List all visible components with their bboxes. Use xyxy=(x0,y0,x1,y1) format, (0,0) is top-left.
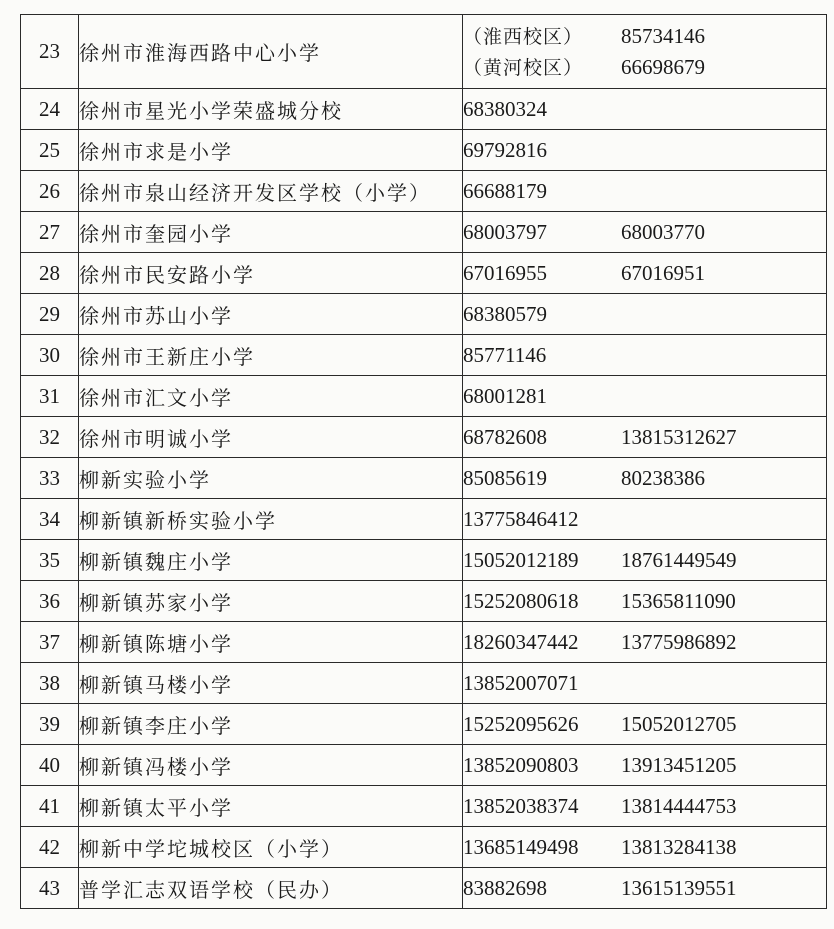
school-name: 柳新镇冯楼小学 xyxy=(79,745,463,786)
school-name: 徐州市淮海西路中心小学 xyxy=(79,15,463,89)
phone-cell xyxy=(463,294,827,335)
school-name: 徐州市明诚小学 xyxy=(79,417,463,458)
campus-phone: 66698679 xyxy=(621,54,705,79)
row-number: 32 xyxy=(21,417,79,458)
table-row xyxy=(21,663,827,704)
table-row xyxy=(21,130,827,171)
phone-cell xyxy=(463,786,827,827)
phone-cell xyxy=(463,745,827,786)
row-number: 41 xyxy=(21,786,79,827)
row-number: 42 xyxy=(21,827,79,868)
school-name: 徐州市奎园小学 xyxy=(79,212,463,253)
phone-primary: 13685149498 xyxy=(463,834,579,859)
school-name: 柳新中学坨城校区（小学） xyxy=(79,827,463,868)
phone-secondary: 13813284138 xyxy=(621,834,737,859)
table-row xyxy=(21,294,827,335)
school-name: 柳新镇李庄小学 xyxy=(79,704,463,745)
table-row xyxy=(21,827,827,868)
school-name: 柳新镇新桥实验小学 xyxy=(79,499,463,540)
school-name: 徐州市汇文小学 xyxy=(79,376,463,417)
phone-secondary: 13775986892 xyxy=(621,629,737,654)
table-row xyxy=(21,376,827,417)
phone-cell xyxy=(463,704,827,745)
table-row xyxy=(21,253,827,294)
phone-primary: 15252095626 xyxy=(463,711,579,736)
school-name: 柳新镇陈塘小学 xyxy=(79,622,463,663)
row-number: 23 xyxy=(21,15,79,89)
table-row xyxy=(21,499,827,540)
school-name: 徐州市星光小学荣盛城分校 xyxy=(79,89,463,130)
row-number: 33 xyxy=(21,458,79,499)
campus-phones xyxy=(463,15,827,89)
school-name: 徐州市泉山经济开发区学校（小学） xyxy=(79,171,463,212)
row-number: 36 xyxy=(21,581,79,622)
school-name: 徐州市苏山小学 xyxy=(79,294,463,335)
phone-cell xyxy=(463,458,827,499)
table-row xyxy=(21,15,827,89)
row-number: 34 xyxy=(21,499,79,540)
phone-primary: 85085619 xyxy=(463,465,547,490)
row-number: 29 xyxy=(21,294,79,335)
row-number: 40 xyxy=(21,745,79,786)
campus-phone: 85734146 xyxy=(621,23,705,48)
row-number: 31 xyxy=(21,376,79,417)
table-body xyxy=(21,15,827,909)
row-number: 35 xyxy=(21,540,79,581)
phone-secondary: 67016951 xyxy=(621,260,705,285)
table-row xyxy=(21,745,827,786)
row-number: 30 xyxy=(21,335,79,376)
school-name: 柳新镇魏庄小学 xyxy=(79,540,463,581)
row-number: 37 xyxy=(21,622,79,663)
phone-primary: 67016955 xyxy=(463,260,547,285)
phone-secondary: 13815312627 xyxy=(621,424,737,449)
phone-cell xyxy=(463,335,827,376)
phone-primary: 13852038374 xyxy=(463,793,579,818)
phone-cell xyxy=(463,417,827,458)
school-name: 柳新实验小学 xyxy=(79,458,463,499)
row-number: 28 xyxy=(21,253,79,294)
phone-primary: 18260347442 xyxy=(463,629,579,654)
phone-cell xyxy=(463,171,827,212)
campus-line xyxy=(463,52,826,83)
table-row xyxy=(21,171,827,212)
school-name: 徐州市求是小学 xyxy=(79,130,463,171)
phone-primary: 68380579 xyxy=(463,301,547,326)
table-row xyxy=(21,622,827,663)
phone-secondary: 15365811090 xyxy=(621,588,736,613)
phone-primary: 68003797 xyxy=(463,219,547,244)
phone-primary: 15252080618 xyxy=(463,588,579,613)
table-row xyxy=(21,458,827,499)
phone-primary: 13775846412 xyxy=(463,506,579,531)
row-number: 26 xyxy=(21,171,79,212)
table-row xyxy=(21,786,827,827)
phone-cell xyxy=(463,253,827,294)
phone-cell xyxy=(463,376,827,417)
phone-primary: 66688179 xyxy=(463,178,547,203)
row-number: 43 xyxy=(21,868,79,909)
school-name: 普学汇志双语学校（民办） xyxy=(79,868,463,909)
phone-cell xyxy=(463,89,827,130)
row-number: 39 xyxy=(21,704,79,745)
table-row xyxy=(21,581,827,622)
campus-line xyxy=(463,21,826,52)
phone-cell xyxy=(463,827,827,868)
row-number: 24 xyxy=(21,89,79,130)
phone-secondary: 15052012705 xyxy=(621,711,737,736)
table-row xyxy=(21,704,827,745)
phone-secondary: 13814444753 xyxy=(621,793,737,818)
phone-primary: 68001281 xyxy=(463,383,547,408)
campus-label: （淮西校区） xyxy=(463,25,584,48)
table-row xyxy=(21,212,827,253)
phone-primary: 68380324 xyxy=(463,96,547,121)
phone-primary: 15052012189 xyxy=(463,547,579,572)
phone-secondary: 13913451205 xyxy=(621,752,737,777)
phone-cell xyxy=(463,499,827,540)
row-number: 25 xyxy=(21,130,79,171)
phone-cell xyxy=(463,868,827,909)
phone-secondary: 68003770 xyxy=(621,219,705,244)
phone-cell xyxy=(463,540,827,581)
phone-secondary: 80238386 xyxy=(621,465,705,490)
school-contact-table xyxy=(20,14,827,909)
row-number: 38 xyxy=(21,663,79,704)
table-row xyxy=(21,335,827,376)
phone-secondary: 13615139551 xyxy=(621,875,737,900)
row-number: 27 xyxy=(21,212,79,253)
phone-primary: 83882698 xyxy=(463,875,547,900)
school-name: 柳新镇苏家小学 xyxy=(79,581,463,622)
school-name: 柳新镇太平小学 xyxy=(79,786,463,827)
phone-cell xyxy=(463,581,827,622)
phone-cell xyxy=(463,130,827,171)
campus-label: （黄河校区） xyxy=(463,56,584,79)
phone-primary: 69792816 xyxy=(463,137,547,162)
phone-secondary: 18761449549 xyxy=(621,547,737,572)
table-row xyxy=(21,89,827,130)
table-row xyxy=(21,417,827,458)
phone-primary: 13852090803 xyxy=(463,752,579,777)
phone-primary: 85771146 xyxy=(463,342,547,367)
phone-cell xyxy=(463,212,827,253)
school-name: 徐州市王新庄小学 xyxy=(79,335,463,376)
school-name: 徐州市民安路小学 xyxy=(79,253,463,294)
table-row xyxy=(21,540,827,581)
phone-cell xyxy=(463,663,827,704)
phone-cell xyxy=(463,622,827,663)
table-row xyxy=(21,868,827,909)
phone-primary: 13852007071 xyxy=(463,670,579,695)
phone-primary: 68782608 xyxy=(463,424,547,449)
school-name: 柳新镇马楼小学 xyxy=(79,663,463,704)
